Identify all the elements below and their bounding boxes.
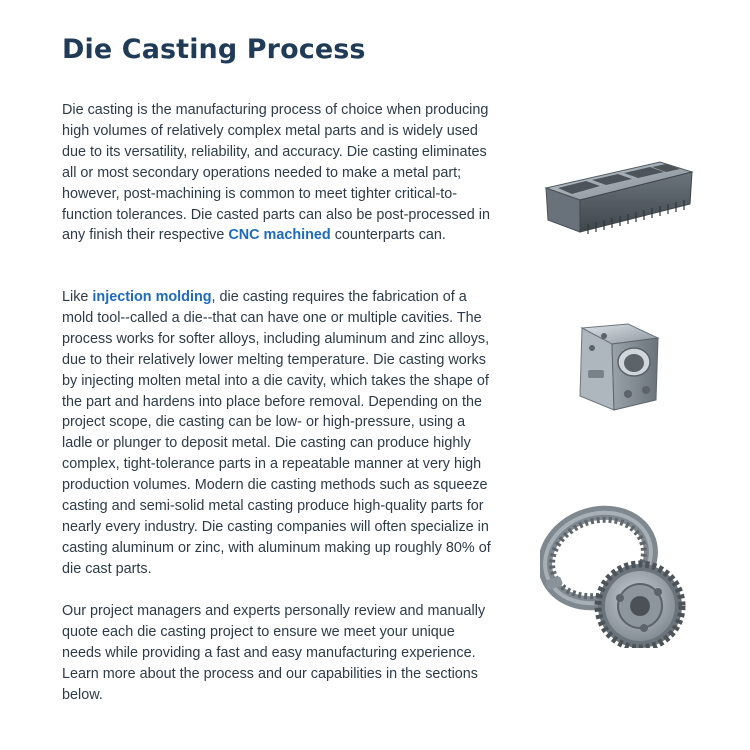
- cnc-machined-link[interactable]: CNC machined: [228, 227, 331, 244]
- intro-paragraph: [62, 100, 492, 246]
- cast-ring-gears-image: [540, 498, 690, 648]
- intro-text-start: Die casting is the manufacturing process of choice when producing high volumes of relatively complex metal parts and is widely used due to its versatility, reliability, and accuracy. Die casting eliminates all or most secondary operations needed to make a metal part; however, post-machining is common to meet tighter critical-to-function tolerances. Die casted parts can also be post-processed in any finish their respective: [62, 102, 490, 244]
- process-text-start: Like: [62, 289, 93, 305]
- quote-paragraph: Our project managers and experts personally review and manually quote each die casting project to ensure we meet your unique needs while providing a fast and easy manufacturing experience. Learn more about the process and our capabilities in the sections below.: [62, 603, 486, 703]
- intro-text-end: counterparts can.: [330, 227, 446, 244]
- process-paragraph: [62, 287, 492, 580]
- cast-housing-tray-image: [540, 150, 700, 240]
- injection-molding-link[interactable]: injection molding: [92, 289, 212, 305]
- page-title: Die Casting Process: [62, 34, 366, 65]
- cast-valve-block-image: [570, 318, 670, 418]
- process-text-end: , die casting requires the fabrication of a mold tool--called a die--that can have one or multiple cavities. The process works for softer alloys, including aluminum and zinc alloys, due to their relatively lower melting temperature. Die casting works by injecting molten metal into a die cavity, which takes the shape of the part and hardens into place before removal. Depending on the project scope, die casting can be low- or high-pressure, using a ladle or plunger to deposit metal. Die casting can produce highly complex, tight-tolerance parts in a repeatable manner at very high production volumes. Modern die casting methods such as squeeze casting and semi-solid metal casting produce high-quality parts for nearly every industry. Die casting companies will often specialize in casting aluminum or zinc, with aluminum making up roughly 80% of die cast parts.: [62, 289, 491, 577]
